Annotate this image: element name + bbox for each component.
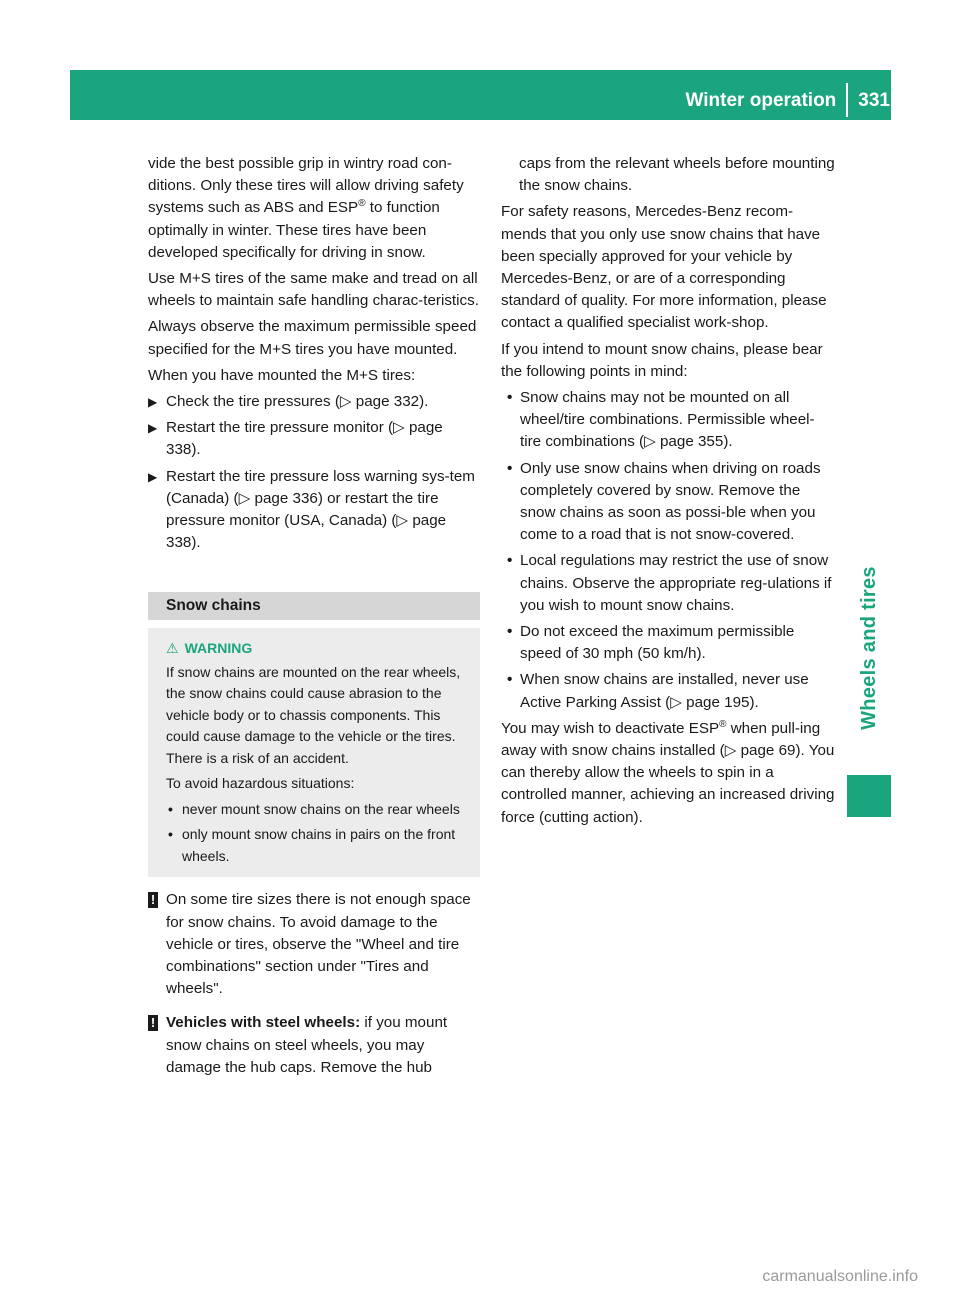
list-item: • When snow chains are installed, never use Active Parking Assist (▷ page 195). (507, 671, 809, 711)
paragraph: When you have mounted the M+S tires: (148, 366, 416, 384)
bullet-icon: • (507, 389, 513, 407)
side-tab-marker (847, 775, 891, 817)
paragraph: You may wish to deactivate ESP® when pull-ing away with snow chains installed (▷ page 69). You can thereby allow the wheels to spin in a controlled manner, achieving an increased driving force (cutting action). (501, 718, 835, 826)
side-tab (847, 548, 891, 748)
paragraph: Always observe the maximum permissible speed specified for the M+S tires you have mounted. (148, 318, 477, 358)
page-number: 331 (858, 90, 890, 112)
warning-heading: ⚠ WARNING (166, 638, 472, 660)
section-title: Snow chains (148, 592, 480, 620)
header-title: Winter operation (685, 90, 837, 112)
exclamation-icon: ! (148, 1015, 158, 1031)
bullet-icon: • (507, 459, 513, 477)
bullet-icon: • (168, 800, 173, 817)
step-item: ▶ Restart the tire pressure loss warning sys-tem (Canada) (▷ page 336) or restart the tire pressure monitor (USA, Canada) (▷ page 338). (148, 467, 475, 552)
registered-mark: ® (358, 198, 366, 210)
paragraph: For safety reasons, Mercedes-Benz recom-mends that you only use snow chains that have been specially approved for your vehicle by Mercedes-Benz, or are of a corresponding standard of quality. For more information, please contact a qualified specialist work-shop. (501, 203, 827, 332)
warning-bullet: • never mount snow chains on the rear wheels (166, 799, 472, 821)
right-column (501, 153, 835, 833)
header-separator (846, 83, 848, 117)
left-column (148, 153, 480, 1085)
bullet-icon: • (507, 623, 513, 641)
bullet-list (501, 387, 835, 714)
list-item: • Snow chains may not be mounted on all wheel/tire combinations. Permissible wheel-tire combinations (▷ page 355). (507, 389, 815, 451)
registered-mark: ® (719, 718, 727, 730)
paragraph: vide the best possible grip in wintry road con-ditions. Only these tires will allow driving safety systems such as ABS and ESP® to function optimally in winter. These tires have been developed specifically for driving in snow. (148, 155, 464, 261)
paragraph: Use M+S tires of the same make and tread on all wheels to maintain safe handling charac-teristics. (148, 270, 479, 310)
step-arrow-icon: ▶ (148, 421, 158, 436)
exclamation-icon: ! (148, 892, 158, 908)
step-arrow-icon: ▶ (148, 395, 158, 410)
bullet-icon: • (507, 671, 513, 689)
bullet-icon: • (168, 826, 173, 843)
warning-text: If snow chains are mounted on the rear wheels, the snow chains could cause abrasion to the vehicle body or to chassis components. This could cause damage to the vehicle or the tires. There is a risk of an accident. (166, 663, 461, 766)
warning-triangle-icon: ⚠ (166, 640, 179, 657)
warning-bullet: • only mount snow chains in pairs on the front wheels. (168, 826, 456, 864)
header (686, 84, 890, 110)
notice: ! Vehicles with steel wheels: if you mount snow chains on steel wheels, you may damage the hub caps. Remove the hub (148, 1012, 480, 1079)
warning-text: To avoid hazardous situations: (166, 775, 355, 792)
paragraph: caps from the relevant wheels before mounting the snow chains. (519, 155, 835, 195)
step-arrow-icon: ▶ (148, 469, 158, 484)
notice: ! On some tire sizes there is not enough space for snow chains. To avoid damage to the vehicle or tires, observe the "Wheel and tire combinations" section under "Tires and wheels". (148, 889, 480, 1000)
bullet-icon: • (507, 552, 513, 570)
list-item: • Only use snow chains when driving on roads completely covered by snow. Remove the snow chains as soon as possi-ble when you come to a road that is not snow-covered. (507, 459, 821, 544)
step-item: ▶ Check the tire pressures (▷ page 332). (148, 391, 480, 413)
paragraph: If you intend to mount snow chains, please bear the following points in mind: (501, 340, 823, 380)
list-item: • Do not exceed the maximum permissible speed of 30 mph (50 km/h). (507, 623, 795, 663)
side-tab-label: Wheels and tires (857, 566, 880, 730)
warning-box (148, 628, 480, 877)
list-item: • Local regulations may restrict the use of snow chains. Observe the appropriate reg-ulations if you wish to mount snow chains. (507, 552, 832, 614)
step-list (148, 391, 480, 554)
step-item: ▶ Restart the tire pressure monitor (▷ page 338). (148, 419, 443, 459)
watermark: carmanualsonline.info (762, 1267, 918, 1285)
